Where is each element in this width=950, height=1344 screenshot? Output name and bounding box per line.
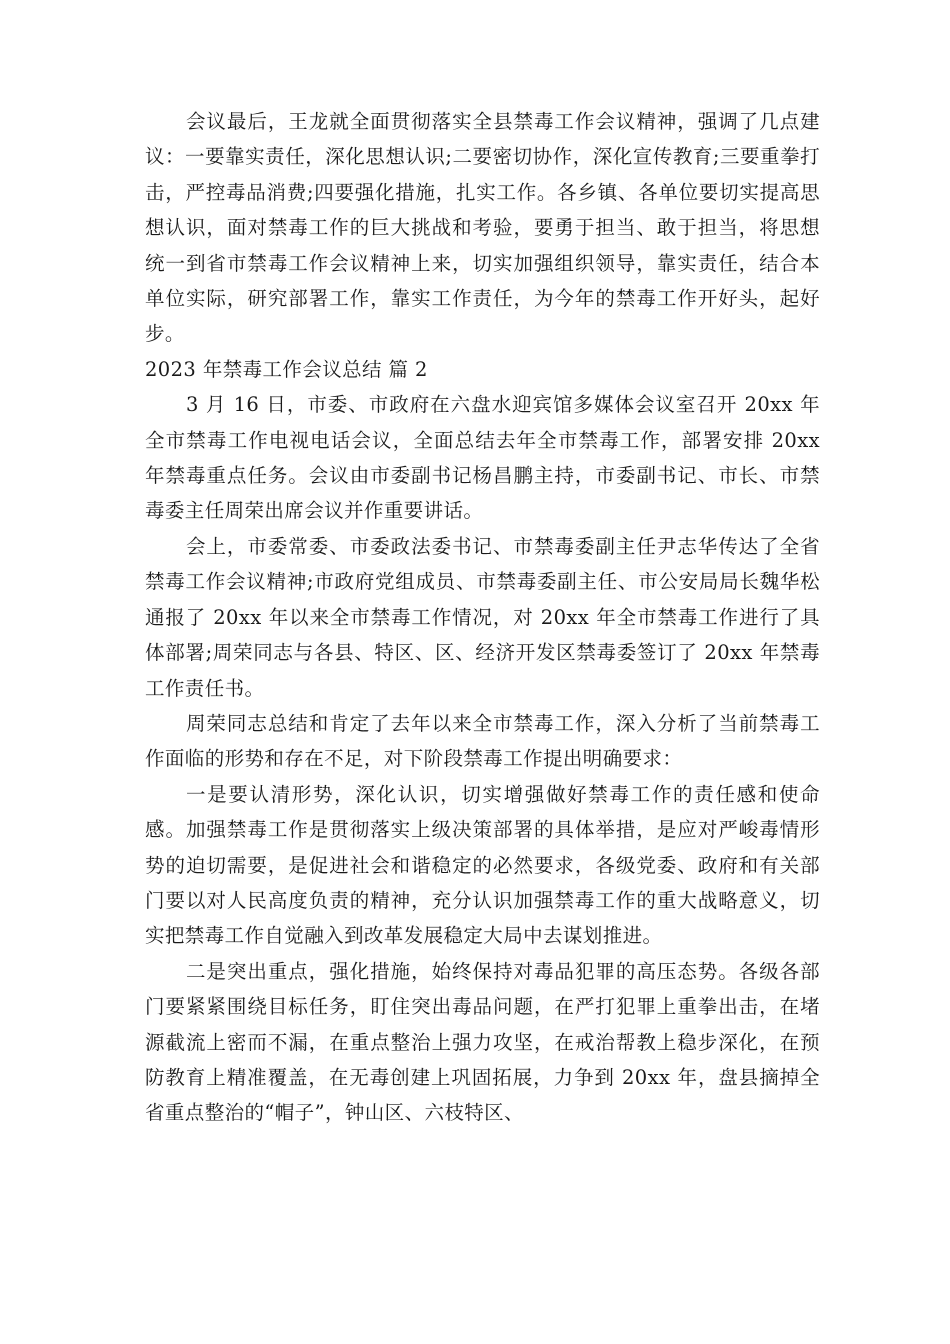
paragraph-requirement-two: 二是突出重点，强化措施，始终保持对毒品犯罪的高压态势。各级各部门要紧紧围绕目标任务，盯住突出毒品问题，在严打犯罪上重拳出击，在堵源截流上密而不漏，在重点整治上强力攻坚，在戒治帮教上稳步深化，在预防教育上精准覆盖，在无毒创建上巩固拓展，力争到 20xx 年，盘县摘掉全省重点整治的“帽子”，钟山区、六枝特区、 (145, 959, 820, 1125)
paragraph-requirement-one: 一是要认清形势，深化认识，切实增强做好禁毒工作的责任感和使命感。加强禁毒工作是贯彻落实上级决策部署的具体举措，是应对严峻毒情形势的迫切需要，是促进社会和谐稳定的必然要求，各级党委、政府和有关部门要以对人民高度负责的精神，充分认识加强禁毒工作的重大战略意义，切实把禁毒工作自觉融入到改革发展稳定大局中去谋划推进。 (145, 782, 820, 948)
paragraph-meeting-details: 会上，市委常委、市委政法委书记、市禁毒委副主任尹志华传达了全省禁毒工作会议精神;市政府党组成员、市禁毒委副主任、市公安局局长魏华松通报了 20xx 年以来全市禁毒工作情况，对 20xx 年全市禁毒工作进行了具体部署;周荣同志与各县、特区、区、经济开发区禁毒委签订了 20xx 年禁毒工作责任书。 (145, 534, 820, 700)
section-heading: 2023 年禁毒工作会议总结 篇 2 (145, 357, 428, 381)
paragraph-meeting-conclusion: 会议最后，王龙就全面贯彻落实全县禁毒工作会议精神，强调了几点建议：一要靠实责任，深化思想认识;二要密切协作，深化宣传教育;三要重拳打击，严控毒品消费;四要强化措施，扎实工作。各乡镇、各单位要切实提高思想认识，面对禁毒工作的巨大挑战和考验，要勇于担当、敢于担当，将思想统一到省市禁毒工作会议精神上来，切实加强组织领导，靠实责任，结合本单位实际，研究部署工作，靠实工作责任，为今年的禁毒工作开好头，起好步。 (145, 110, 820, 346)
paragraph-summary: 周荣同志总结和肯定了去年以来全市禁毒工作，深入分析了当前禁毒工作面临的形势和存在不足，对下阶段禁毒工作提出明确要求： (145, 711, 820, 771)
document-page (145, 104, 820, 1131)
paragraph-meeting-intro: 3 月 16 日，市委、市政府在六盘水迎宾馆多媒体会议室召开 20xx 年全市禁毒工作电视电话会议，全面总结去年全市禁毒工作，部署安排 20xx 年禁毒重点任务。会议由市委副书记杨昌鹏主持，市委副书记、市长、市禁毒委主任周荣出席会议并作重要讲话。 (145, 393, 820, 523)
